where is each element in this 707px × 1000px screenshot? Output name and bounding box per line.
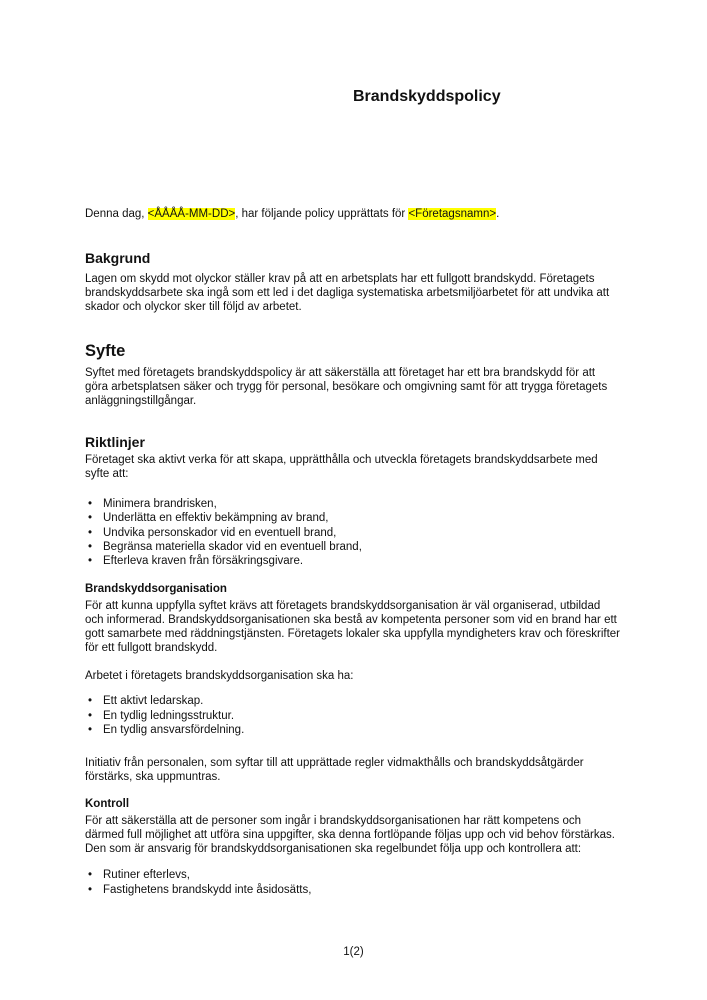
page-title: Brandskyddspolicy xyxy=(353,88,501,105)
list-item-text: Rutiner efterlevs, xyxy=(103,869,190,882)
list-item-text: Begränsa materiella skador vid en eventuell brand, xyxy=(103,540,362,553)
bullet-icon: • xyxy=(88,695,93,708)
section-heading-kontroll: Kontroll xyxy=(85,798,130,811)
section-heading-bakgrund: Bakgrund xyxy=(85,250,151,266)
list-item-text: Efterleva kraven från försäkringsgivare. xyxy=(103,555,304,568)
bullet-icon: • xyxy=(88,512,93,525)
company-placeholder-highlight: <Företagsnamn> xyxy=(408,208,497,220)
bullet-icon: • xyxy=(88,526,93,539)
section-body-kontroll: För att säkerställa att de personer som ingår i brandskyddsorganisationen har rätt kompetens och därmed full möjlighet att utföra sina uppgifter, ska denna fortlöpande följas upp och vid behov förstärkas. Den som är ansvarig för brandskyddsorganisationen ska regelbundet följa upp och kontrollera att: xyxy=(85,815,615,856)
section-heading-riktlinjer: Riktlinjer xyxy=(85,434,145,450)
date-placeholder-highlight: <ÅÅÅÅ-MM-DD> xyxy=(147,208,236,220)
bullet-list-brandskyddsorganisation xyxy=(85,694,620,737)
list-item-text: Undvika personskador vid en eventuell brand, xyxy=(103,526,337,539)
list-item xyxy=(85,497,620,511)
bullet-icon: • xyxy=(88,540,93,553)
section-heading-syfte: Syfte xyxy=(85,342,126,360)
intro-text-1: Denna dag, xyxy=(85,208,148,220)
bullet-list-riktlinjer xyxy=(85,497,620,568)
intro-text-3: . xyxy=(496,208,500,220)
bullet-icon: • xyxy=(88,555,93,568)
section-lead-riktlinjer: Företaget ska aktivt verka för att skapa, upprätthålla och utveckla företagets brandskyddsarbete med syfte att: xyxy=(85,454,598,480)
list-item xyxy=(85,511,620,525)
list-item xyxy=(85,694,620,708)
list-item xyxy=(85,709,620,723)
section-body-syfte: Syftet med företagets brandskyddspolicy är att säkerställa att företaget har ett bra brandskydd för att göra arbetsplatsen säker och trygg för personal, besökare och omgivning samt för att trygga företagets anläggningstillgångar. xyxy=(85,367,608,407)
list-item xyxy=(85,723,620,737)
section-body-brandskyddsorganisation: För att kunna uppfylla syftet krävs att företagets brandskyddsorganisation är väl organiserad, utbildad och informerad. Brandskyddsorganisationen ska bestå av kompetenta personer som vid en brand har ett gott samarbete med räddningstjänsten. Företagets lokaler ska uppfylla myndigheters krav och föreskrifter för ett fullgott brandskydd. xyxy=(85,600,621,655)
section-body-bakgrund: Lagen om skydd mot olyckor ställer krav på att en arbetsplats har ett fullgott brandskydd. Företagets brandskyddsarbete ska ingå som ett led i det dagliga systematiska arbetsmiljöarbetet för att undvika att skador och olyckor sker till följd av arbetet. xyxy=(85,273,610,313)
list-item xyxy=(85,883,620,897)
list-item-text: Minimera brandrisken, xyxy=(103,498,217,510)
bullet-icon: • xyxy=(88,724,93,737)
section-note-brandskyddsorganisation: Initiativ från personalen, som syftar till att upprättade regler vidmakthålls och brandskyddsåtgärder förstärks, ska uppmuntras. xyxy=(85,757,584,784)
intro-text-2: , har följande policy upprättats för xyxy=(235,208,409,220)
list-item-text: Fastighetens brandskydd inte åsidosätts, xyxy=(103,883,312,896)
intro-line xyxy=(85,207,620,221)
bullet-icon: • xyxy=(88,498,93,510)
bullet-icon: • xyxy=(88,709,93,722)
list-item xyxy=(85,540,620,554)
page-number: 1(2) xyxy=(343,946,364,958)
list-item xyxy=(85,868,620,882)
list-item xyxy=(85,526,620,540)
list-item-text: Underlätta en effektiv bekämpning av brand, xyxy=(103,512,329,525)
bullet-icon: • xyxy=(88,883,93,896)
list-item-text: En tydlig ansvarsfördelning. xyxy=(103,724,245,737)
bullet-list-kontroll xyxy=(85,868,620,897)
list-item-text: Ett aktivt ledarskap. xyxy=(103,695,204,708)
section-heading-brandskyddsorganisation: Brandskyddsorganisation xyxy=(85,583,227,596)
section-lead-brandskyddsorganisation: Arbetet i företagets brandskyddsorganisation ska ha: xyxy=(85,670,354,683)
document-content xyxy=(85,0,620,897)
list-item-text: En tydlig ledningsstruktur. xyxy=(103,709,235,722)
list-item xyxy=(85,554,620,568)
bullet-icon: • xyxy=(88,869,93,882)
